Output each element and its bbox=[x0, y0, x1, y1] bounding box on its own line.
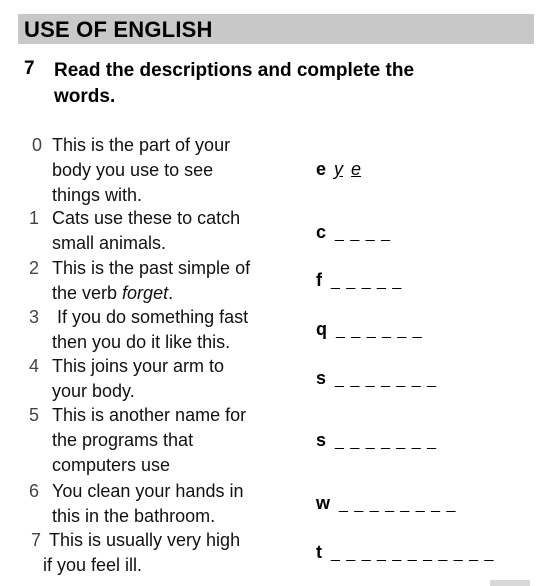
item-number: 3 bbox=[29, 307, 40, 327]
item-description bbox=[52, 206, 302, 256]
item-description-line: You clean your hands in bbox=[52, 481, 244, 501]
answer-word[interactable] bbox=[316, 268, 402, 294]
answer-word[interactable] bbox=[316, 540, 494, 566]
item-number: 4 bbox=[29, 356, 40, 376]
answer-filled-letter: e bbox=[351, 159, 362, 179]
item-description bbox=[52, 403, 302, 478]
answer-first-letter: t bbox=[316, 542, 322, 562]
answer-blanks[interactable]: _ _ _ _ _ bbox=[331, 273, 403, 290]
instruction-line-1: Read the descriptions and complete the bbox=[54, 60, 415, 81]
section-title: USE OF ENGLISH bbox=[24, 17, 213, 42]
answer-first-letter: w bbox=[316, 493, 331, 513]
answer-blanks[interactable]: _ _ _ _ _ _ _ _ _ _ _ bbox=[331, 545, 495, 562]
answer-blanks[interactable]: _ _ _ _ _ _ _ bbox=[335, 371, 437, 388]
item-description bbox=[52, 133, 302, 208]
answer-word[interactable] bbox=[316, 428, 437, 454]
item-description-line: your body. bbox=[52, 381, 135, 401]
item-description-line: then you do it like this. bbox=[52, 332, 231, 352]
item-description-line: computers use bbox=[52, 455, 171, 475]
answer-blanks[interactable]: _ _ _ _ _ _ bbox=[336, 322, 423, 339]
answer-blanks[interactable]: _ _ _ _ _ _ _ _ bbox=[339, 496, 457, 513]
item-description-line: If you do something fast bbox=[52, 307, 249, 327]
italic-word: forget bbox=[122, 283, 169, 303]
instruction-line-2: words. bbox=[54, 86, 116, 107]
item-description-line: things with. bbox=[52, 185, 143, 205]
answer-first-letter: s bbox=[316, 368, 327, 388]
answer-blanks[interactable]: _ _ _ _ bbox=[335, 225, 391, 242]
item-number: 6 bbox=[29, 481, 40, 501]
item-description bbox=[52, 256, 302, 306]
answer-word[interactable] bbox=[316, 317, 423, 343]
answer-word[interactable] bbox=[316, 366, 437, 392]
item-description-line: this in the bathroom. bbox=[52, 506, 216, 526]
item-number: 2 bbox=[29, 258, 40, 278]
answer-word[interactable] bbox=[316, 220, 391, 246]
item-description bbox=[43, 528, 299, 578]
page-corner-mark bbox=[490, 580, 530, 586]
answer-filled-letter: y bbox=[334, 159, 344, 179]
item-number: 1 bbox=[29, 208, 40, 228]
answer-first-letter: s bbox=[316, 430, 327, 450]
answer-first-letter: q bbox=[316, 319, 327, 339]
item-number: 5 bbox=[29, 405, 40, 425]
item-description-line: This is another name for bbox=[52, 405, 247, 425]
item-description-line: body you use to see bbox=[52, 160, 214, 180]
exercise-number: 7 bbox=[24, 58, 35, 79]
item-description-line: Cats use these to catch bbox=[52, 208, 241, 228]
section-header-bar bbox=[18, 14, 534, 44]
answer-first-letter: f bbox=[316, 270, 322, 290]
item-description-line: This is the past simple of bbox=[52, 258, 251, 278]
answer-word[interactable] bbox=[316, 491, 456, 517]
item-description bbox=[52, 305, 302, 355]
item-description-line: the programs that bbox=[52, 430, 194, 450]
item-description-line: if you feel ill. bbox=[43, 555, 143, 575]
item-description-line: This joins your arm to bbox=[52, 356, 225, 376]
answer-blanks[interactable]: _ _ _ _ _ _ _ bbox=[335, 433, 437, 450]
answer-first-letter: c bbox=[316, 222, 327, 242]
exercise-instruction bbox=[54, 58, 494, 110]
item-description-line: the verb forget. bbox=[52, 283, 174, 303]
item-description-line: small animals. bbox=[52, 233, 167, 253]
item-description-line: This is the part of your bbox=[52, 135, 231, 155]
item-description-line: This is usually very high bbox=[49, 530, 241, 550]
answer-word bbox=[316, 157, 361, 182]
item-number: 7 bbox=[31, 530, 42, 550]
item-description bbox=[52, 354, 302, 404]
item-number: 0 bbox=[32, 135, 43, 155]
item-description bbox=[52, 479, 302, 529]
answer-first-letter: e bbox=[316, 159, 327, 179]
